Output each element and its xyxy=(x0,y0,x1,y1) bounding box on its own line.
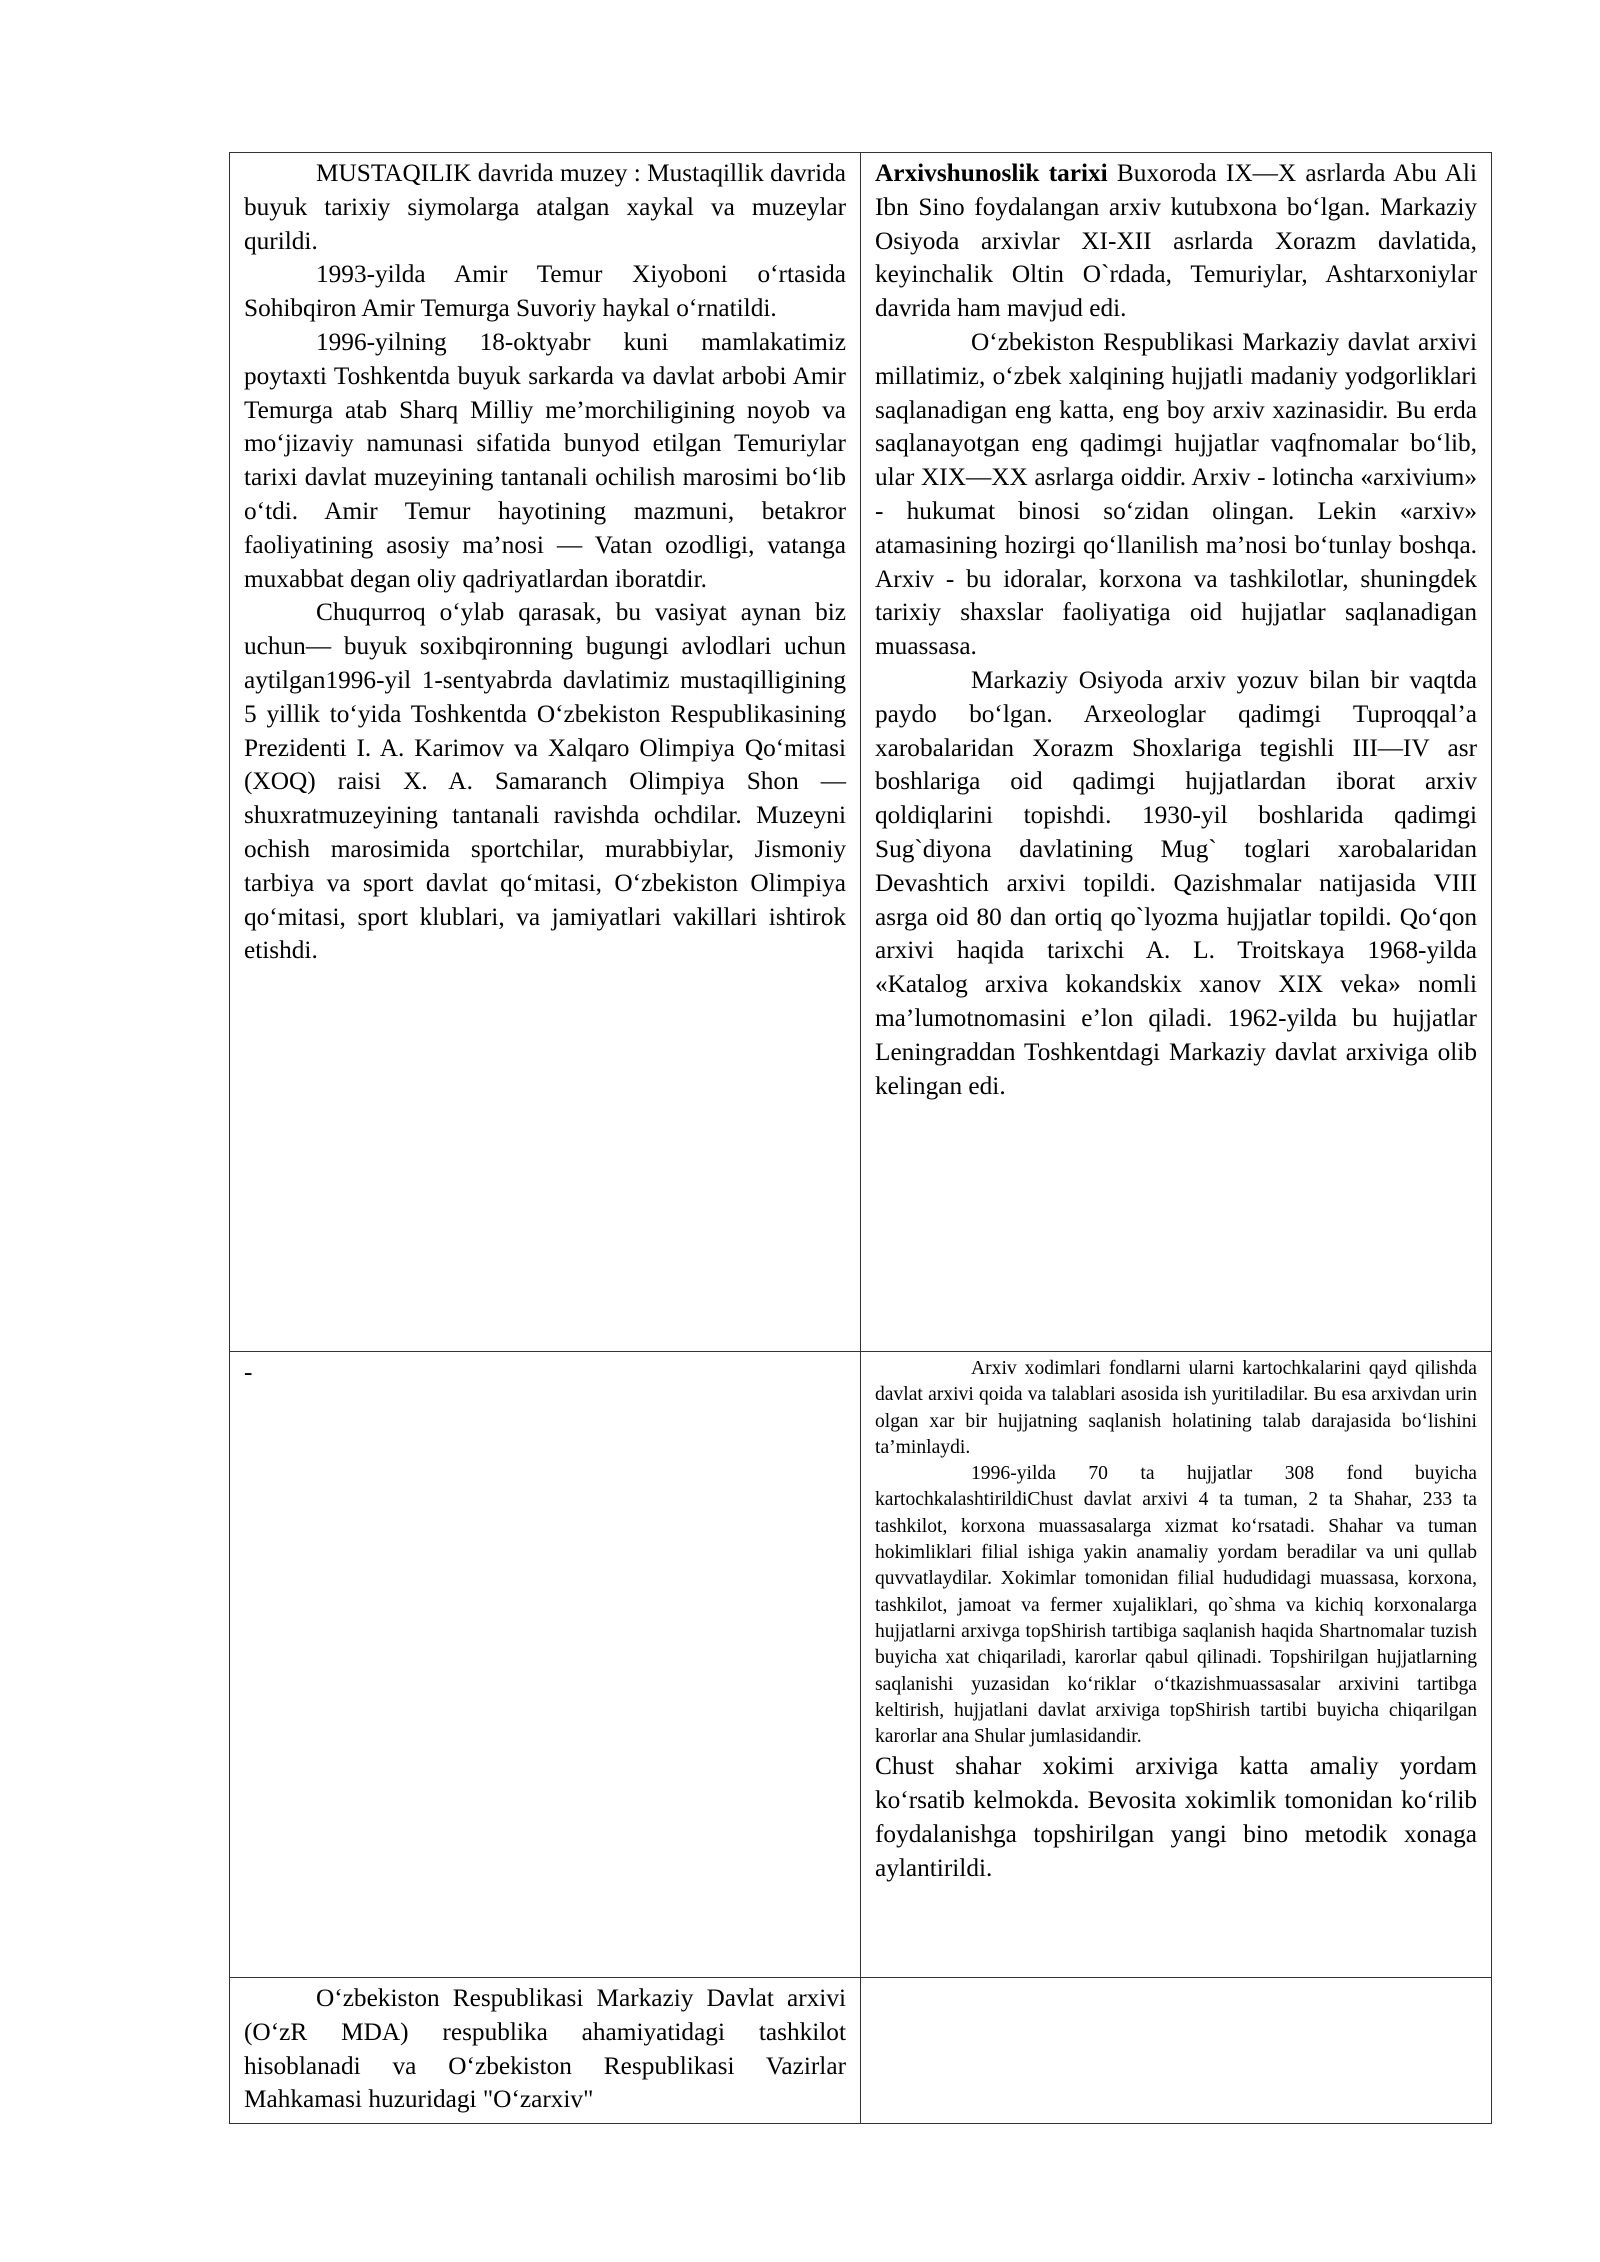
cell-central-archive xyxy=(230,1978,861,2124)
paragraph: Chuqurroq o‘ylab qarasak, bu vasiyat aynan biz uchun— buyuk soxibqironning bugungi avlodlari uchun aytilgan1996-yil 1-sentyabrda davlatimiz mustaqilligining 5 yillik to‘yida Toshkentda O‘zbekiston Respublikasining Prezidenti I. A. Karimov va Xalqaro Olimpiya Qo‘mitasi (XOQ) raisi X. A. Samaranch Olimpiya Shon — shuxratmuzeyining tantanali ravishda ochdilar. Muzeyni ochish marosimida sportchilar, murabbiylar, Jismoniy tarbiya va sport davlat qo‘mitasi, O‘zbekiston Olimpiya qo‘mitasi, sport klublari, va jamiyatlari vakillari ishtirok etishdi. xyxy=(244,598,846,965)
cell-dash xyxy=(230,1352,861,1978)
cell-museums xyxy=(230,153,861,1352)
section-heading: Arxivshunoslik tarixi xyxy=(875,159,1108,187)
cell-chust-archive xyxy=(861,1352,1492,1978)
cell-archive-history xyxy=(861,153,1492,1352)
table-row xyxy=(230,1978,1492,2124)
paragraph: Markaziy Osiyoda arxiv yozuv bilan bir vaqtda paydo bo‘lgan. Arxeologlar qadimgi Tuproqqal’a xarobalaridan Xorazm Shoxlariga tegishli III—IV asr boshlariga oid qadimgi hujjatlardan iborat arxiv qoldiqlarini topishdi. 1930-yil boshlarida qadimgi Sug`diyona davlatining Mug` toglari xarobalaridan Devashtich arxivi topildi. Qazishmalar natijasida VIII asrga oid 80 dan ortiq qo`lyozma hujjatlar topildi. Qo‘qon arxivi haqida tarixchi A. L. Troitskaya 1968-yilda «Katalog arxiva kokandskix xanov XIX veka» nomli ma’lumotnomasini e’lon qiladi. 1962-yilda bu hujjatlar Leningraddan Toshkentdagi Markaziy davlat arxiviga olib kelingan edi. xyxy=(875,665,1477,1100)
heading-text: Buxoroda IX—X asrlarda Abu Ali Ibn Sino foydalangan arxiv kutubxona bo‘lgan. Markaziy Osiyoda arxivlar XI-XII asrlarda Xorazm davlatida, keyinchalik Oltin O`rdada, Temuriylar, Ashtarxoniylar davrida ham mavjud edi. xyxy=(875,159,1477,323)
paragraph: O‘zbekiston Respublikasi Markaziy Davlat arxivi (O‘zR MDA) respublika ahamiyatidagi tashkilot hisoblanadi va O‘zbekiston Respublikasi Vazirlar Mahkamasi huzuridagi "O‘zarxiv" xyxy=(244,1984,846,2114)
dash-text: - xyxy=(244,1358,253,1386)
table-row xyxy=(230,153,1492,1352)
cell-empty xyxy=(861,1978,1492,2124)
content-table xyxy=(229,152,1492,2124)
paragraph xyxy=(875,157,1477,326)
paragraph: 1996-yilda 70 ta hujjatlar 308 fond buyicha kartochkalashtirildiChust davlat arxivi 4 ta tuman, 2 ta Shahar, 233 ta tashkilot, korxona muassasalarga xizmat ko‘rsatadi. Shahar va tuman hokimliklari filial ishiga yakin anamaliy yordam beradilar va uni qullab quvvatlaydilar. Xokimlar tomonidan filial hududidagi muassasa, korxona, tashkilot, jamoat va fermer xujaliklari, qo`shma va kichiq korxonalarga hujjatlarni arxivga topShirish tartibiga saqlanish haqida Shartnomalar tuzish buyicha xat chiqariladi, karorlar qabul qilinadi. Topshirilgan hujjatlarning saqlanishi yuzasidan ko‘riklar o‘tkazishmuassasalar arxivini tartibga keltirish, hujjatlani davlat arxiviga topShirish tartibi buyicha chiqarilgan karorlar ana Shular jumlasidandir. xyxy=(875,1463,1477,1748)
table-row xyxy=(230,1352,1492,1978)
paragraph: 1993-yilda Amir Temur Xiyoboni o‘rtasida Sohibqiron Amir Temurga Suvoriy haykal o‘rnatildi. xyxy=(244,260,846,323)
paragraph: MUSTAQILIK davrida muzey : Mustaqillik davrida buyuk tarixiy siymolarga atalgan xaykal va muzeylar qurildi. xyxy=(244,159,846,255)
paragraph: 1996-yilning 18-oktyabr kuni mamlakatimiz poytaxti Toshkentda buyuk sarkarda va davlat arbobi Amir Temurga atab Sharq Milliy me’morchiligining noyob va mo‘jizaviy namunasi sifatida bunyod etilgan Temuriylar tarixi davlat muzeyining tantanali ochilish marosimi bo‘lib o‘tdi. Amir Temur hayotining mazmuni, betakror faoliyatining asosiy ma’nosi — Vatan ozodligi, vatanga muxabbat degan oliy qadriyatlardan iboratdir. xyxy=(244,327,846,593)
paragraph: Chust shahar xokimi arxiviga katta amaliy yordam ko‘rsatib kelmokda. Bevosita xokimlik tomonidan ko‘rilib foydalanishga topshirilgan yangi bino metodik xonaga aylantirildi. xyxy=(875,1752,1477,1882)
paragraph: O‘zbekiston Respublikasi Markaziy davlat arxivi millatimiz, o‘zbek xalqining hujjatli madaniy yodgorliklari saqlanadigan eng katta, eng boy arxiv xazinasidir. Bu erda saqlanayotgan eng qadimgi hujjatlar vaqfnomalar bo‘lib, ular XIX—XX asrlarga oiddir. Arxiv - lotincha «arxivium» - hukumat binosi so‘zidan olingan. Lekin «arxiv» atamasining hozirgi qo‘llanilish ma’nosi bo‘tunlay boshqa. Arxiv - bu idoralar, korxona va tashkilotlar, shuningdek tarixiy shaxslar faoliyatiga oid hujjatlar saqlanadigan muassasa. xyxy=(875,327,1477,661)
paragraph: Arxiv xodimlari fondlarni ularni kartochkalarini qayd qilishda davlat arxivi qoida va talablari asosida ish yuritiladilar. Bu esa arxivdan urin olgan xar bir hujjatning saqlanish holatining talab darajasida bo‘lishini ta’minlaydi. xyxy=(875,1358,1477,1458)
